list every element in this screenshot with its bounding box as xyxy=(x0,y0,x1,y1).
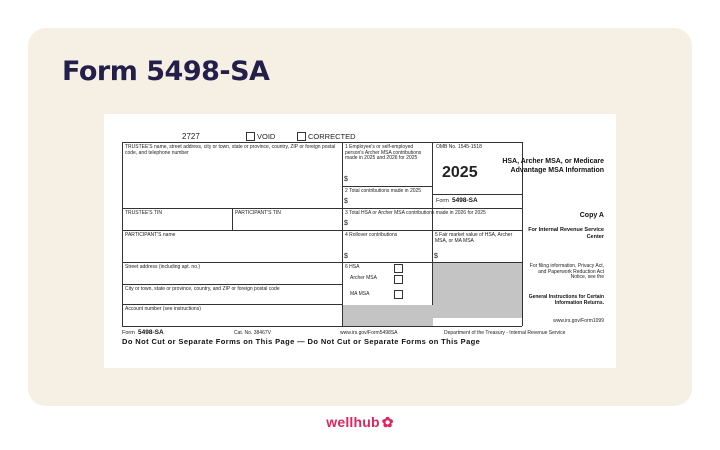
rule xyxy=(122,208,522,209)
copy-label: Copy A xyxy=(579,212,604,219)
box2-dollar: $ xyxy=(344,198,348,205)
tax-year: 2025 xyxy=(442,164,478,181)
city-label: City or town, state or province, country, and ZIP or foreign postal code xyxy=(125,286,280,292)
corrected-label: CORRECTED xyxy=(308,132,356,141)
footer-form-prefix: Form xyxy=(122,330,135,336)
account-number-label: Account number (see instructions) xyxy=(125,306,201,312)
form-image xyxy=(104,114,616,368)
rule xyxy=(342,142,343,326)
do-not-cut-notice: Do Not Cut or Separate Forms on This Page — Do Not Cut or Separate Forms on This Page xyxy=(122,337,481,346)
flower-icon: ✿ xyxy=(381,414,394,430)
form-5498-sa xyxy=(104,114,616,368)
rule xyxy=(122,142,522,143)
rule xyxy=(342,186,432,187)
shaded-area xyxy=(433,263,522,318)
void-checkbox[interactable] xyxy=(246,132,255,141)
brand-footer xyxy=(0,414,720,431)
ma-msa-checkbox[interactable] xyxy=(394,290,403,299)
top-code: 2727 xyxy=(182,132,200,141)
rule xyxy=(432,194,522,195)
box1-label: 1 Employee's or self-employed person's Archer MSA contributions made in 2025 and 2026 for 2025 xyxy=(345,144,422,161)
box5-label: 5 Fair market value of HSA, Archer MSA, or MA MSA xyxy=(435,232,513,244)
omb-number: OMB No. 1545-1518 xyxy=(436,144,482,150)
box3-label: 3 Total HSA or Archer MSA contributions made in 2026 for 2025 xyxy=(345,210,486,216)
ma-msa-label: MA MSA xyxy=(350,291,370,297)
rule xyxy=(232,208,233,230)
void-label: VOID xyxy=(257,132,276,141)
trustee-tin-label: TRUSTEE'S TIN xyxy=(125,210,162,216)
rule xyxy=(122,326,522,327)
archer-msa-label: Archer MSA xyxy=(350,275,377,281)
box5-dollar: $ xyxy=(434,253,438,260)
rule xyxy=(122,142,123,326)
rule xyxy=(122,284,342,285)
form-number: 5498-SA xyxy=(452,197,478,204)
page-title: Form 5498-SA xyxy=(62,56,270,87)
hsa-checkbox[interactable] xyxy=(394,264,403,273)
archer-msa-checkbox[interactable] xyxy=(394,275,403,284)
box4-dollar: $ xyxy=(344,253,348,260)
for-irs-label: For Internal Revenue Service Center xyxy=(528,227,604,240)
irs-url: www.irs.gov/Form1099 xyxy=(553,318,604,324)
box1-dollar: $ xyxy=(344,176,348,183)
box3-dollar: $ xyxy=(344,220,348,227)
paperwork-note: For filing information, Privacy Act, and Paperwork Reduction Act Notice, see the xyxy=(529,263,604,280)
footer-form-number: 5498-SA xyxy=(138,329,164,336)
corrected-checkbox[interactable] xyxy=(297,132,306,141)
brand-name: wellhub xyxy=(326,414,380,430)
rule xyxy=(122,230,522,231)
participant-name-label: PARTICIPANT'S name xyxy=(125,232,176,238)
shaded-area-account xyxy=(343,305,433,326)
box6-hsa-label: 6 HSA xyxy=(345,264,360,270)
rule xyxy=(122,304,342,305)
treasury-dept: Department of the Treasury - Internal Revenue Service xyxy=(444,330,566,336)
general-instructions: General Instructions for Certain Information Returns. xyxy=(528,294,604,306)
participant-tin-label: PARTICIPANT'S TIN xyxy=(235,210,281,216)
form-label-prefix: Form xyxy=(436,198,449,204)
cat-no: Cat. No. 38467V xyxy=(234,330,271,336)
street-address-label: Street address (including apt. no.) xyxy=(125,264,201,270)
trustee-name-label: TRUSTEE'S name, street address, city or town, state or province, country, ZIP or foreign postal code, and telephone number xyxy=(125,144,336,156)
footer-url: www.irs.gov/Form5498SA xyxy=(340,330,398,336)
box4-label: 4 Rollover contributions xyxy=(345,232,398,238)
form-title: HSA, Archer MSA, or Medicare Advantage MSA Information xyxy=(502,158,604,174)
box2-label: 2 Total contributions made in 2025 xyxy=(345,188,422,194)
